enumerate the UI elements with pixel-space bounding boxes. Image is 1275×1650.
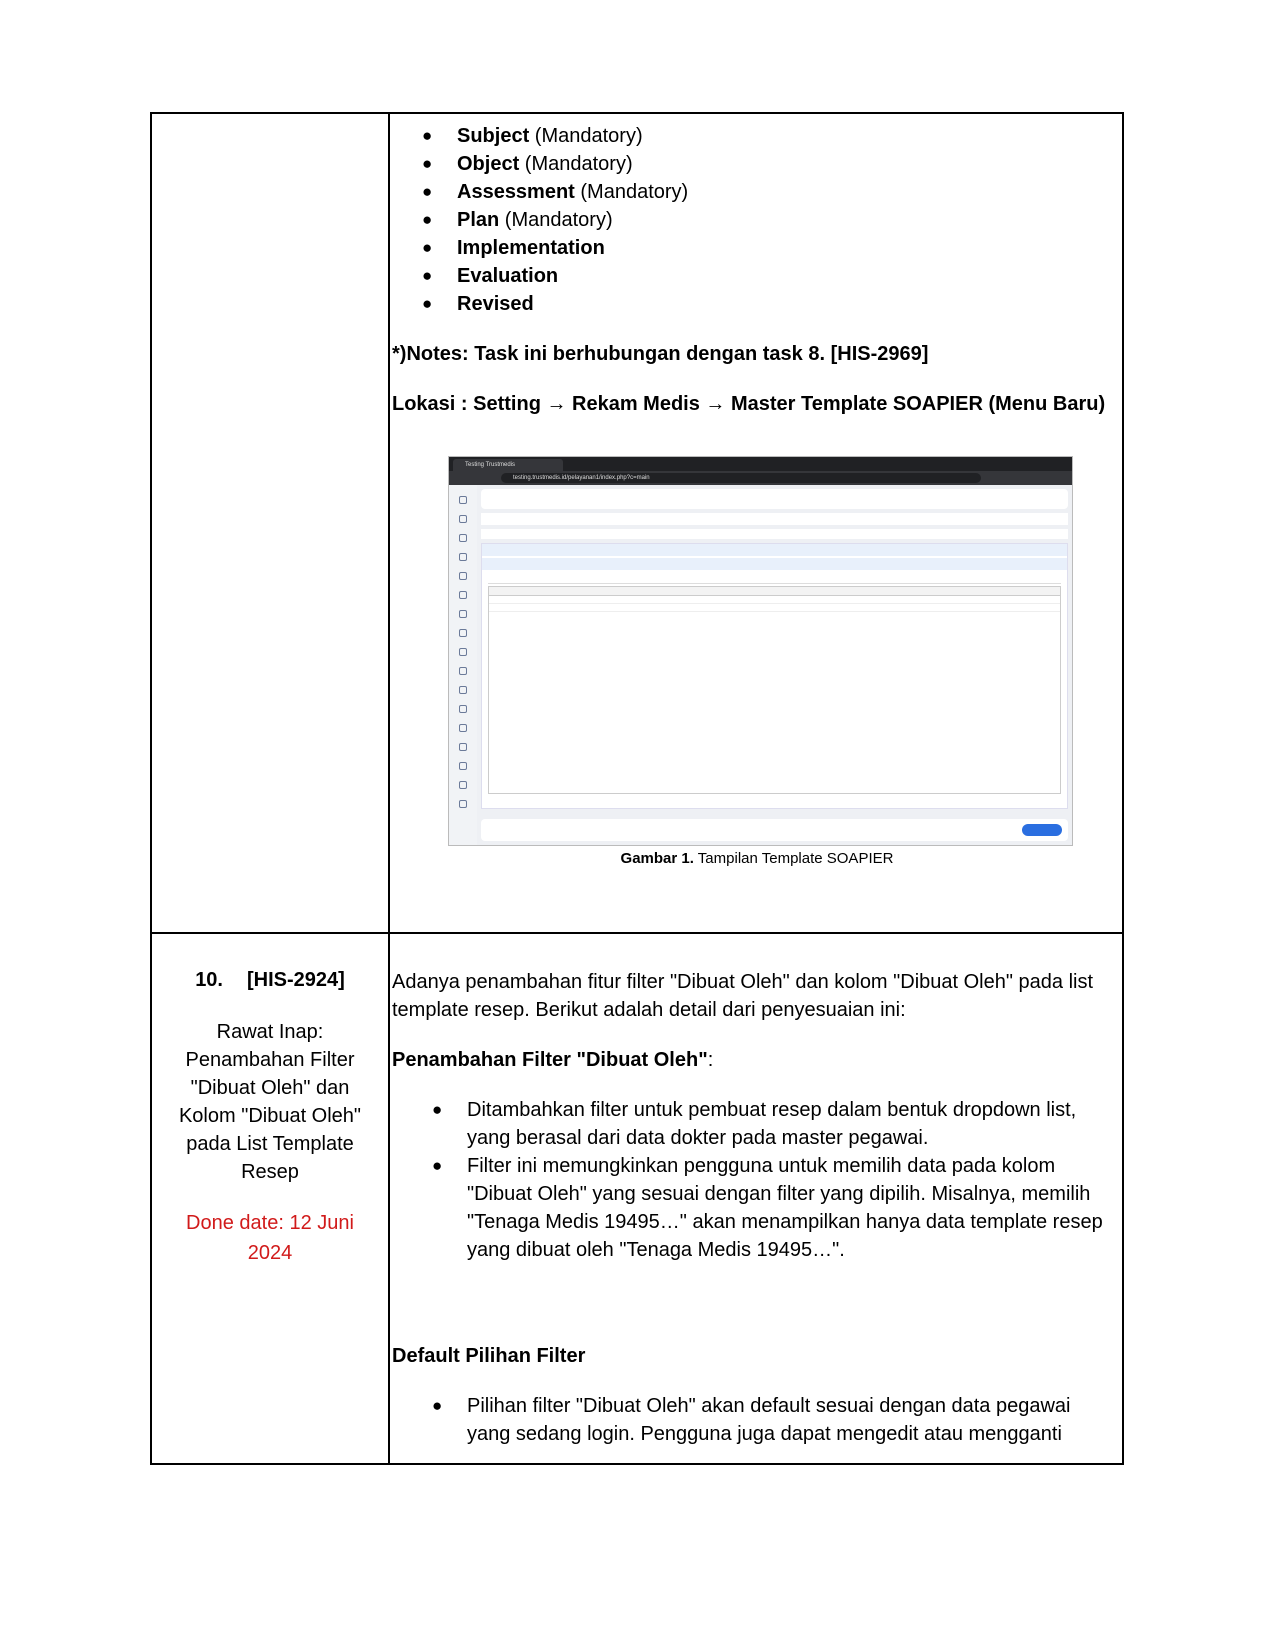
- section2-list: [392, 1392, 1116, 1448]
- list-item: ● Assessment (Mandatory): [422, 178, 1122, 206]
- list-item: ● Ditambahkan filter untuk pembuat resep dalam bentuk dropdown list, yang berasal dari data dokter pada master pegawai.: [432, 1096, 1116, 1152]
- app-breadcrumb: [481, 529, 1068, 539]
- item-number: 10.: [195, 969, 223, 991]
- row1-content: [392, 122, 1122, 418]
- document-table: [150, 112, 1124, 1465]
- row2-content: Adanya penambahan fitur filter "Dibuat Oleh" dan kolom "Dibuat Oleh" pada list template resep. Berikut adalah detail dari penyesuaian ini: Penambahan Filter "Dibuat Oleh": ● Ditambahkan filter untuk pembuat resep dalam bentuk dropdown list, yang berasal dari data dokter pada master pegawai. ● Filter ini memungkinkan pengguna untuk memilih data pada kolom "Dibuat Oleh" yang sesuai dengan filter yang dipilih. Misalnya, memilih "Tenaga Medis 19495…" akan menampilkan hanya data template resep yang dibuat oleh "Tenaga Medis 19495…". Default Pilihan Filter ● Pilihan filter "Dibuat Oleh" akan default sesuai dengan data pegawai yang sedang login. Pengguna juga dapat mengedit atau mengganti: [392, 934, 1122, 1448]
- ticket-id: [HIS-2924]: [247, 969, 345, 991]
- template-grid: [488, 586, 1061, 794]
- contact-button: [1022, 824, 1062, 836]
- done-date: Done date: 12 Juni 2024: [186, 1212, 354, 1264]
- list-item: ● Revised: [422, 290, 1122, 318]
- intro-text: Adanya penambahan fitur filter "Dibuat Oleh" dan kolom "Dibuat Oleh" pada list template resep. Berikut adalah detail dari penyesuaian ini:: [392, 971, 1094, 1021]
- template-panel: [481, 543, 1068, 809]
- panel-header: [482, 544, 1067, 556]
- column-divider: [388, 114, 390, 1463]
- section1-list: [392, 1096, 1116, 1264]
- browser-url: testing.trustmedis.id/pelayanan1/index.php?c=main: [501, 473, 981, 483]
- notes-text: *)Notes: Task ini berhubungan dengan task 8. [HIS-2969]: [392, 343, 929, 365]
- row2-label: [152, 934, 388, 1268]
- list-item: ● Pilihan filter "Dibuat Oleh" akan default sesuai dengan data pegawai yang sedang login. Pengguna juga dapat mengedit atau mengganti: [432, 1392, 1116, 1448]
- list-item: ● Plan (Mandatory): [422, 206, 1122, 234]
- browser-tabbar: [449, 457, 1072, 471]
- list-item: ● Filter ini memungkinkan pengguna untuk memilih data pada kolom "Dibuat Oleh" yang sesuai dengan filter yang dipilih. Misalnya, memilih "Tenaga Medis 19495…" akan menampilkan hanya data template resep yang dibuat oleh "Tenaga Medis 19495…".: [432, 1152, 1116, 1264]
- embedded-screenshot: [448, 456, 1073, 846]
- panel-toolbar: [488, 574, 1061, 584]
- list-item: ● Implementation: [422, 234, 1122, 262]
- app-sidebar: [449, 485, 477, 845]
- browser-tab: Testing Trustmedis: [453, 459, 563, 471]
- panel-subheader: [482, 558, 1067, 570]
- list-item: ● Object (Mandatory): [422, 150, 1122, 178]
- list-item: ● Evaluation: [422, 262, 1122, 290]
- soap-list: [392, 122, 1122, 318]
- figure-caption: Gambar 1. Tampilan Template SOAPIER: [620, 850, 894, 867]
- app-area: [477, 485, 1072, 845]
- browser-addressbar: [449, 471, 1072, 485]
- app-header: [481, 489, 1068, 509]
- item-title: Rawat Inap: Penambahan Filter "Dibuat Oleh" dan Kolom "Dibuat Oleh" pada List Template Resep: [178, 1021, 362, 1183]
- app-footer: [481, 819, 1068, 841]
- section2-title: Default Pilihan Filter: [392, 1345, 586, 1367]
- location-text: Lokasi : Setting → Rekam Medis → Master Template SOAPIER (Menu Baru): [392, 393, 1106, 415]
- list-item: ● Subject (Mandatory): [422, 122, 1122, 150]
- app-menu: [481, 513, 1068, 525]
- section1-title: Penambahan Filter "Dibuat Oleh": [392, 1049, 708, 1071]
